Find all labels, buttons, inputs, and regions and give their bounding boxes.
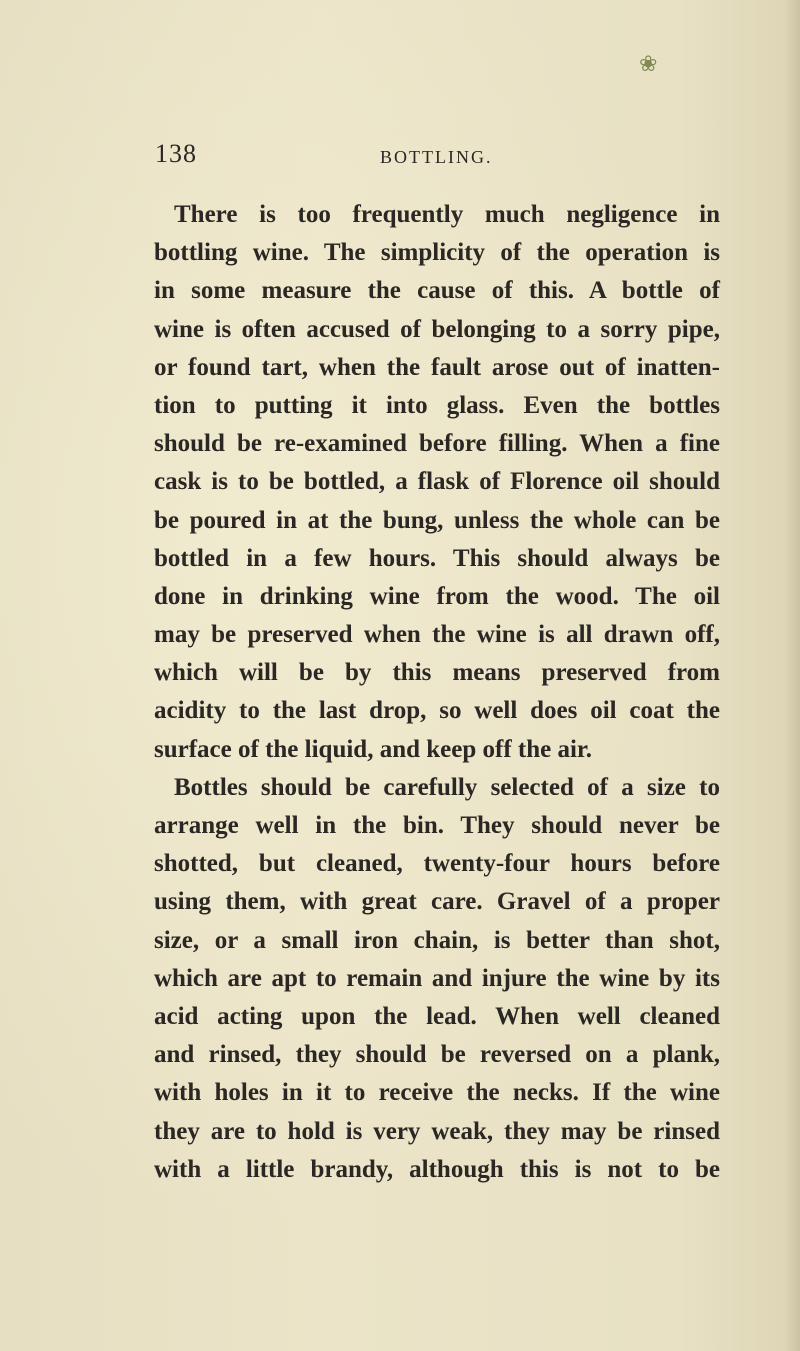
page-edge-shadow <box>784 0 800 1351</box>
text-line: should be re-examined before filling. When a fine <box>154 430 720 458</box>
text-line: they are to hold is very weak, they may be rinsed <box>154 1117 720 1145</box>
text-line: size, or a small iron chain, is better than shot, <box>154 926 720 954</box>
page-number: 138 <box>155 139 197 168</box>
text-line: done in drinking wine from the wood. The oil <box>154 582 720 610</box>
paragraph-1 <box>154 196 720 769</box>
text-line: tion to putting it into glass. Even the bottles <box>154 391 720 419</box>
text-line: in some measure the cause of this. A bottle of <box>154 277 720 305</box>
text-line: be poured in at the bung, unless the whole can be <box>154 506 720 534</box>
text-line: Bottles should be carefully selected of a size to <box>174 773 720 801</box>
text-line: arrange well in the bin. They should never be <box>154 812 720 839</box>
text-line: surface of the liquid, and keep off the air. <box>154 735 592 763</box>
running-head: BOTTLING. <box>380 147 493 167</box>
text-line: and rinsed, they should be reversed on a plank, <box>154 1041 720 1069</box>
ink-mark-icon: ❀ <box>639 52 658 77</box>
text-line: bottled in a few hours. This should always be <box>154 544 720 572</box>
text-line: wine is often accused of belonging to a sorry pipe, <box>154 315 720 343</box>
text-line: or found tart, when the fault arose out of inatten- <box>154 353 720 381</box>
text-line: shotted, but cleaned, twenty-four hours before <box>154 850 720 878</box>
paragraph-2 <box>154 769 720 1189</box>
body-text <box>154 196 720 1189</box>
text-line: using them, with great care. Gravel of a proper <box>154 888 720 916</box>
text-line: may be preserved when the wine is all drawn off, <box>154 621 720 649</box>
text-line: which will be by this means preserved from <box>154 659 720 687</box>
text-line: with a little brandy, although this is not to be <box>154 1155 720 1183</box>
text-line: bottling wine. The simplicity of the operation is <box>154 239 720 267</box>
text-line: There is too frequently much negligence in <box>174 201 720 228</box>
text-line: acid acting upon the lead. When well cleaned <box>154 1002 720 1030</box>
text-line: acidity to the last drop, so well does oil coat the <box>154 697 720 725</box>
text-line: which are apt to remain and injure the wine by its <box>154 964 720 992</box>
text-line: cask is to be bottled, a flask of Florence oil should <box>154 468 720 496</box>
text-line: with holes in it to receive the necks. If the wine <box>154 1079 720 1107</box>
